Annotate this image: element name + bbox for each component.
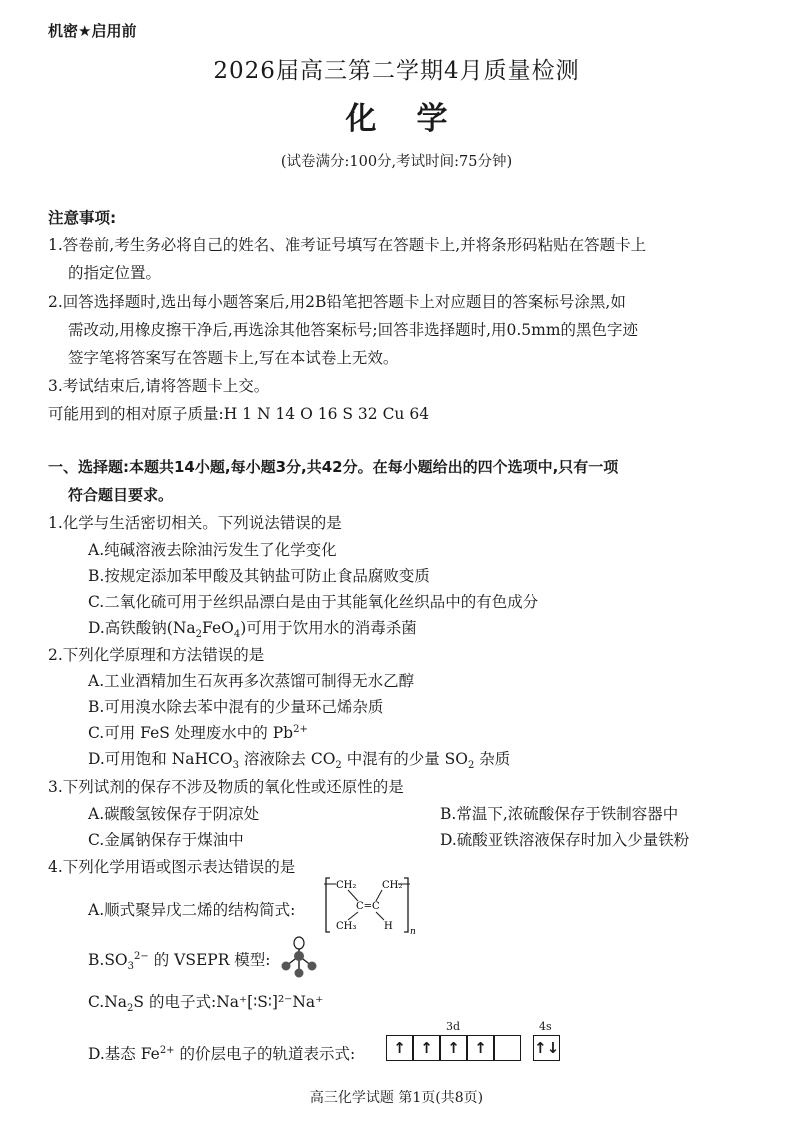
q3-option-c: C.金属钠保存于煤油中 — [88, 831, 244, 849]
struct-ch2-left: CH₂ — [336, 880, 357, 891]
notes-line: 需改动,用橡皮擦干净后,再选涂其他答案标号;回答非选择题时,用0.5mm的黑色字迹 — [68, 321, 639, 339]
q4-option-b: $B.SO_3^{2-}$ 的 VSEPR 模型: — [88, 950, 271, 973]
orbital-label-3d: 3d — [446, 1020, 461, 1033]
struct-ch2-right: CH₂ — [382, 880, 403, 891]
q2-option-d: D.可用饱和 NaHCO$_3$ 溶液除去 $CO_2$ 中混有的少量 $SO_2$ 杂质 — [88, 750, 511, 772]
vsepr-model-icon — [278, 936, 320, 978]
page-footer: 高三化学试题 第1页(共8页) — [309, 1090, 484, 1106]
notes-heading: 注意事项: — [48, 209, 117, 227]
q4-option-c: $C.Na_2S$ 的电子式:Na⁺[∶S∶]²⁻Na⁺ — [88, 993, 324, 1015]
section-heading: 一、选择题:本题共14小题,每小题3分,共42分。在每小题给出的四个选项中,只有一项 — [48, 458, 619, 476]
orbital-box: ↑↓ — [533, 1035, 560, 1061]
atomic-mass-line: 可能用到的相对原子质量:H 1 N 14 O 16 S 32 Cu 64 — [48, 405, 430, 423]
orbital-box — [494, 1035, 521, 1061]
notes-line: 1.答卷前,考生务必将自己的姓名、准考证号填写在答题卡上,并将条形码粘贴在答题卡上 — [48, 236, 647, 254]
orbital-box: ↑ — [440, 1035, 467, 1061]
subject-title: 化学 — [345, 101, 488, 137]
orbital-box: ↑ — [386, 1035, 413, 1061]
q3-stem: 3.下列试剂的保存不涉及物质的氧化性或还原性的是 — [48, 778, 404, 796]
notes-line: 3.考试结束后,请将答题卡上交。 — [48, 377, 270, 395]
notes-line: 的指定位置。 — [68, 264, 162, 282]
exam-info: (试卷满分:100分,考试时间:75分钟) — [280, 154, 513, 170]
q4-stem: 4.下列化学用语或图示表达错误的是 — [48, 858, 296, 876]
q1-stem: 1.化学与生活密切相关。下列说法错误的是 — [48, 514, 342, 532]
section-heading-cont: 符合题目要求。 — [68, 486, 174, 504]
orbital-box: ↑ — [413, 1035, 440, 1061]
q1-option-b: B.按规定添加苯甲酸及其钠盐可防止食品腐败变质 — [88, 567, 430, 585]
q3-option-b: B.常温下,浓硫酸保存于铁制容器中 — [440, 805, 679, 823]
q2-stem: 2.下列化学原理和方法错误的是 — [48, 646, 265, 664]
q1-option-a: A.纯碱溶液去除油污发生了化学变化 — [88, 541, 337, 559]
q1-option-d: D.高铁酸钠$(Na_2FeO_4)$可用于饮用水的消毒杀菌 — [88, 619, 417, 641]
notes-line: 2.回答选择题时,选出每小题答案后,用2B铅笔把答题卡上对应题目的答案标号涂黑,如 — [48, 293, 626, 311]
orbital-box: ↑ — [467, 1035, 494, 1061]
q3-option-d: D.硫酸亚铁溶液保存时加入少量铁粉 — [440, 831, 690, 849]
notes-line: 签字笔将答案写在答题卡上,写在本试卷上无效。 — [68, 349, 399, 367]
q2-option-c: C.可用 FeS 处理废水中的 $Pb^{2+}$ — [88, 723, 308, 742]
exam-title: 2026届高三第二学期4月质量检测 — [213, 58, 580, 84]
struct-cc: C=C — [356, 901, 380, 912]
q4-option-d: D.基态 $Fe^{2+}$ 的价层电子的轨道表示式: — [88, 1044, 356, 1063]
q2-option-b: B.可用溴水除去苯中混有的少量环己烯杂质 — [88, 698, 384, 716]
polyisoprene-structure — [322, 874, 432, 936]
q4-option-a: A.顺式聚异戊二烯的结构简式: — [88, 901, 296, 919]
q1-option-c: C.二氧化硫可用于丝织品漂白是由于其能氧化丝织品中的有色成分 — [88, 593, 539, 611]
struct-n: n — [410, 927, 416, 936]
confidential-mark: 机密★启用前 — [48, 22, 137, 40]
orbital-label-4s: 4s — [539, 1020, 552, 1033]
q2-option-a: A.工业酒精加生石灰再多次蒸馏可制得无水乙醇 — [88, 672, 415, 690]
q3-option-a: A.碳酸氢铵保存于阴凉处 — [88, 805, 260, 823]
struct-ch3: CH₃ — [336, 921, 357, 932]
struct-h: H — [384, 921, 393, 932]
